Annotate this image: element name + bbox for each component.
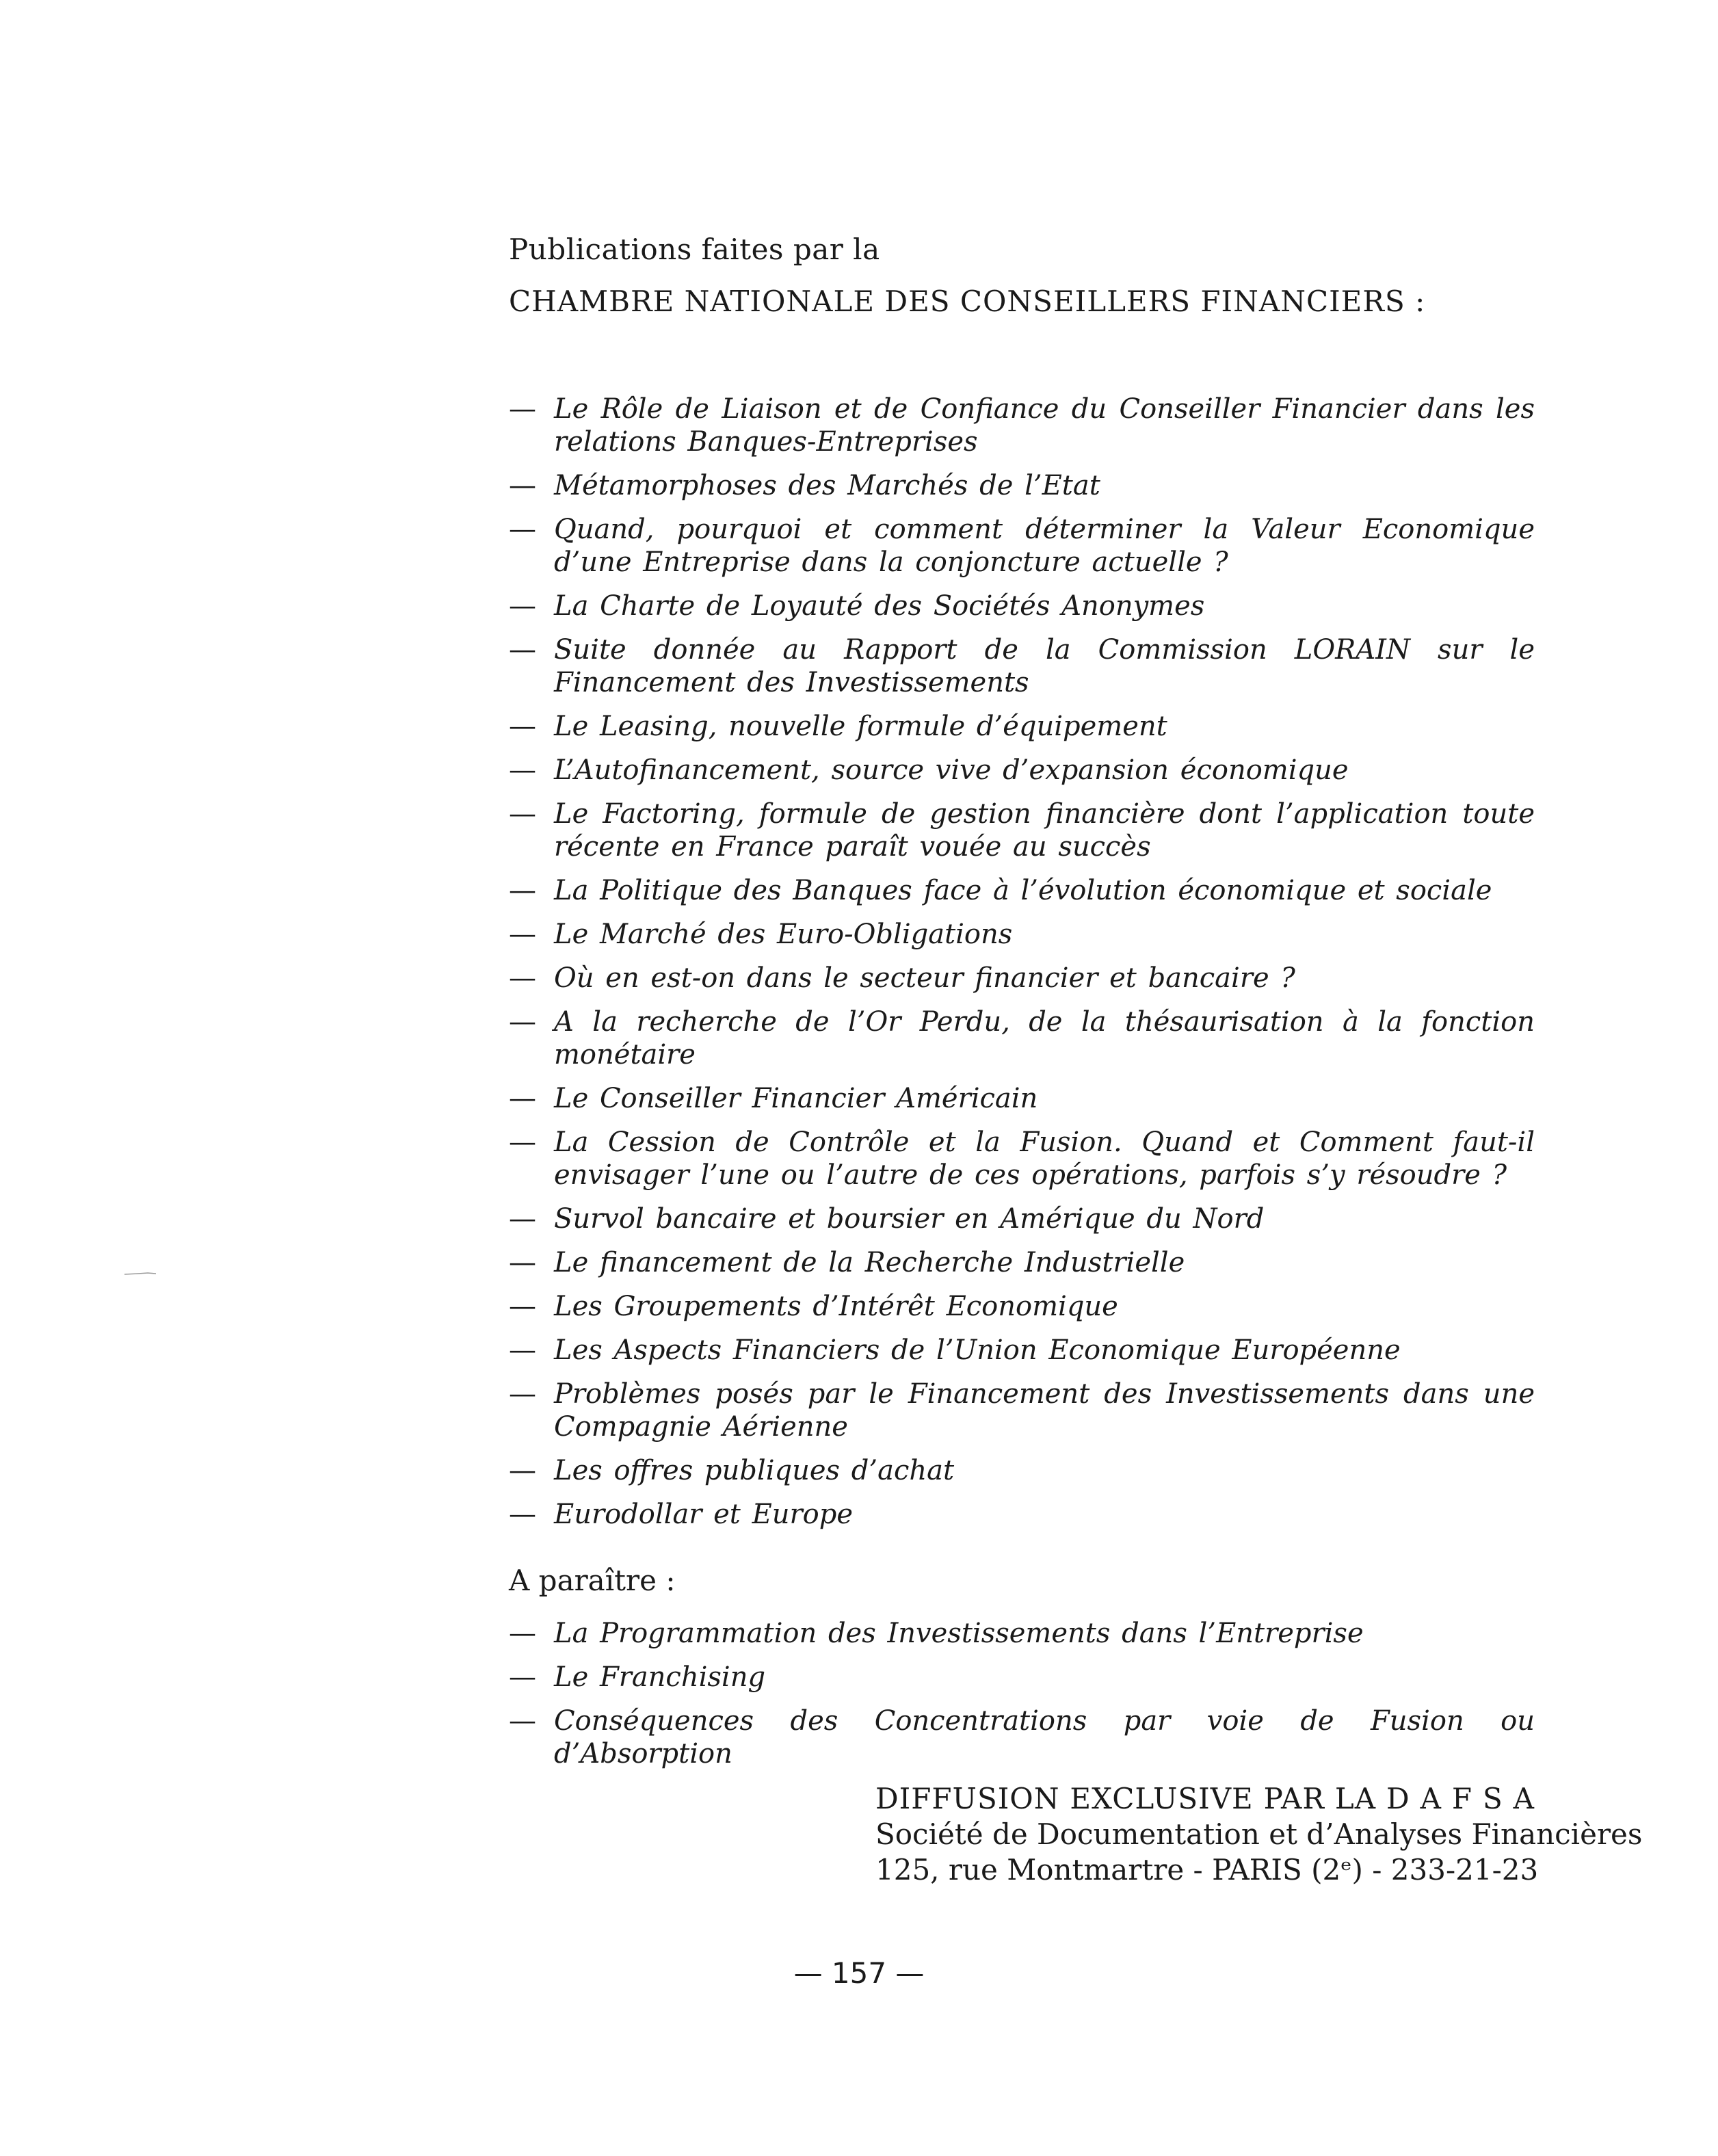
publication-item [509,1334,1535,1367]
publication-item [509,710,1535,743]
diffusion-block [875,1781,1643,1888]
publication-title: La Charte de Loyauté des Sociétés Anonymes [554,590,1205,622]
publication-item [509,1454,1535,1487]
publication-item [509,513,1535,579]
publication-title: Le financement de la Recherche Industrielle [554,1247,1185,1278]
dash-marker: — [509,875,536,906]
dash-marker: — [509,1247,536,1278]
publication-title: Le Marché des Euro-Obligations [554,919,1013,950]
dash-marker: — [509,634,536,666]
publication-title: Le Factoring, formule de gestion financière dont l’application toute récente en France paraît vouée au succès [554,798,1535,863]
publication-item [509,1082,1535,1115]
dash-marker: — [509,393,536,425]
publication-item [509,1290,1535,1323]
publication-title: Le Leasing, nouvelle formule d’équipement [554,711,1167,742]
publication-item [509,1202,1535,1235]
forthcoming-list [509,1617,1535,1781]
publication-title: Les Groupements d’Intérêt Economique [554,1291,1118,1322]
publication-title: Métamorphoses des Marchés de l’Etat [554,470,1100,501]
publication-title: Le Rôle de Liaison et de Confiance du Conseiller Financier dans les relations Banques-Entreprises [554,393,1535,458]
publication-item [509,962,1535,995]
publication-title: A la recherche de l’Or Perdu, de la thésaurisation à la fonction monétaire [554,1006,1535,1070]
diffusion-address: 125, rue Montmartre - PARIS (2ᵉ) - 233-21-23 [875,1853,1539,1886]
dash-marker: — [509,470,536,501]
dash-marker: — [509,1618,536,1649]
dash-marker: — [509,1661,536,1693]
dash-marker: — [509,1499,536,1530]
dash-marker: — [509,1083,536,1114]
dash-marker: — [509,754,536,786]
publication-item [509,798,1535,863]
forthcoming-title: Conséquences des Concentrations par voie de Fusion ou d’Absorption [554,1705,1535,1770]
dash-marker: — [509,1705,536,1737]
publication-title: Les offres publiques d’achat [554,1455,955,1486]
page-number: — 157 — [793,1956,925,1990]
forthcoming-item [509,1705,1535,1770]
publication-item [509,1378,1535,1443]
publication-title: Problèmes posés par le Financement des Investissements dans une Compagnie Aérienne [554,1378,1535,1443]
scan-speck-mark [124,1272,156,1275]
publication-item [509,633,1535,699]
publication-title: Les Aspects Financiers de l’Union Economique Européenne [554,1335,1401,1366]
dash-marker: — [509,590,536,622]
publication-item [509,393,1535,458]
publication-item [509,1126,1535,1192]
publication-title: Où en est-on dans le secteur financier et bancaire ? [554,962,1295,994]
publication-title: Eurodollar et Europe [554,1499,854,1530]
dash-marker: — [509,1006,536,1038]
dash-marker: — [509,1203,536,1235]
publication-title: Quand, pourquoi et comment déterminer la Valeur Economique d’une Entreprise dans la conjoncture actuelle ? [554,514,1535,578]
dash-marker: — [509,1335,536,1366]
publication-title: Suite donnée au Rapport de la Commission LORAIN sur le Financement des Investissements [554,634,1535,698]
forthcoming-title: Le Franchising [554,1661,766,1693]
dash-marker: — [509,1127,536,1158]
publication-list [509,393,1535,1542]
publication-title: Survol bancaire et boursier en Amérique du Nord [554,1203,1265,1235]
forthcoming-heading: A paraître : [509,1564,676,1597]
publication-item [509,1005,1535,1071]
dash-marker: — [509,1455,536,1486]
publication-item [509,754,1535,787]
dash-marker: — [509,919,536,950]
publication-item [509,590,1535,622]
dash-marker: — [509,514,536,545]
forthcoming-item [509,1661,1535,1694]
forthcoming-title: La Programmation des Investissements dans l’Entreprise [554,1618,1364,1649]
publication-title: La Cession de Contrôle et la Fusion. Quand et Comment faut-il envisager l’une ou l’autre de ces opérations, parfois s’y résoudre ? [554,1127,1535,1191]
intro-line: Publications faites par la [509,233,880,266]
forthcoming-item [509,1617,1535,1650]
publication-title: Le Conseiller Financier Américain [554,1083,1038,1114]
publication-title: La Politique des Banques face à l’évolution économique et sociale [554,875,1492,906]
publication-item [509,469,1535,502]
publication-item [509,918,1535,951]
publication-title: L’Autofinancement, source vive d’expansion économique [554,754,1349,786]
dash-marker: — [509,1291,536,1322]
diffusion-heading: DIFFUSION EXCLUSIVE PAR LA D A F S A [875,1782,1535,1815]
dash-marker: — [509,711,536,742]
publisher-name: CHAMBRE NATIONALE DES CONSEILLERS FINANCIERS : [509,285,1426,318]
publication-item [509,1246,1535,1279]
diffusion-company: Société de Documentation et d’Analyses Financières [875,1817,1643,1851]
dash-marker: — [509,798,536,830]
dash-marker: — [509,962,536,994]
publication-item [509,874,1535,907]
dash-marker: — [509,1378,536,1410]
publication-item [509,1498,1535,1531]
